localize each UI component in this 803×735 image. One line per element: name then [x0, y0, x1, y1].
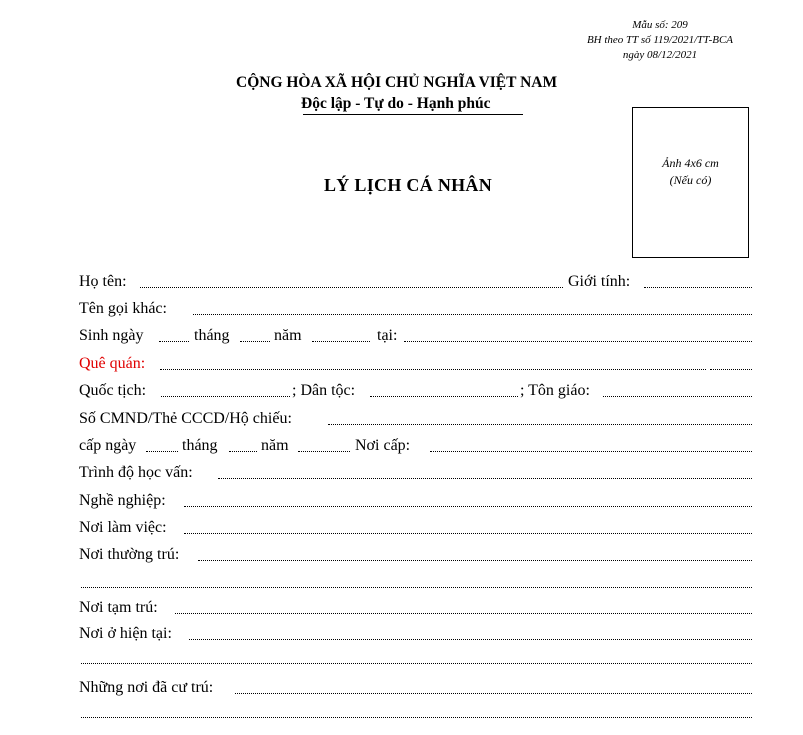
education-field[interactable]: [218, 478, 752, 479]
other-name-field[interactable]: [193, 314, 752, 315]
national-title: CỘNG HÒA XÃ HỘI CHỦ NGHĨA VIỆT NAM: [236, 74, 558, 91]
permanent-residence-field-line2[interactable]: [81, 587, 752, 588]
issue-month-label: tháng: [182, 437, 218, 454]
row-full-name: [0, 272, 803, 296]
row-permanent-residence: [0, 545, 803, 569]
issue-day-label: cấp ngày: [79, 437, 137, 454]
ethnicity-field[interactable]: [370, 396, 518, 397]
temporary-residence-field[interactable]: [175, 613, 752, 614]
nationality-label: Quốc tịch:: [79, 382, 147, 399]
row-occupation: [0, 491, 803, 515]
row-current-residence: [0, 624, 803, 648]
gender-field[interactable]: [644, 287, 752, 288]
form-issued-by: BH theo TT số 119/2021/TT-BCA: [586, 34, 734, 46]
current-residence-field-line2[interactable]: [81, 663, 752, 664]
birth-place-field[interactable]: [404, 341, 752, 342]
photo-placeholder[interactable]: [632, 107, 749, 258]
gender-label: Giới tính:: [568, 273, 631, 290]
issue-month-field[interactable]: [229, 451, 257, 452]
form-number: Mẫu số: 209: [632, 19, 688, 31]
permanent-residence-field[interactable]: [198, 560, 752, 561]
religion-field[interactable]: [603, 396, 752, 397]
birth-year-label: năm: [274, 327, 302, 344]
row-id-issue: [0, 436, 803, 460]
row-education: [0, 463, 803, 487]
temporary-residence-label: Nơi tạm trú:: [79, 599, 158, 616]
row-birth: [0, 326, 803, 350]
occupation-label: Nghề nghiệp:: [79, 492, 166, 509]
nationality-field[interactable]: [161, 396, 290, 397]
past-residences-field[interactable]: [235, 693, 752, 694]
birth-month-label: tháng: [194, 327, 230, 344]
document-title: LÝ LỊCH CÁ NHÂN: [324, 175, 493, 195]
row-hometown: [0, 354, 803, 378]
photo-size-label: Ảnh 4x6 cm: [662, 156, 719, 170]
photo-note: (Nếu có): [669, 173, 712, 187]
id-number-field[interactable]: [328, 424, 752, 425]
current-residence-field[interactable]: [189, 639, 752, 640]
row-workplace: [0, 518, 803, 542]
row-temporary-residence: [0, 598, 803, 622]
full-name-field[interactable]: [140, 287, 563, 288]
birth-year-field[interactable]: [312, 341, 370, 342]
issue-place-label: Nơi cấp:: [355, 437, 411, 454]
ethnicity-label: ; Dân tộc:: [292, 382, 356, 399]
row-other-name: [0, 299, 803, 323]
hometown-label: Quê quán:: [79, 355, 146, 372]
hometown-field-end[interactable]: [710, 369, 752, 370]
workplace-label: Nơi làm việc:: [79, 519, 167, 536]
row-past-residences: [0, 678, 803, 702]
form-reference: [560, 18, 760, 63]
motto: Độc lập - Tự do - Hạnh phúc: [301, 95, 491, 112]
education-label: Trình độ học vấn:: [79, 464, 193, 481]
other-name-label: Tên gọi khác:: [79, 300, 167, 317]
form-issued-date: ngày 08/12/2021: [622, 49, 698, 61]
workplace-field[interactable]: [184, 533, 752, 534]
birth-day-field[interactable]: [159, 341, 189, 342]
motto-underline: [303, 114, 523, 115]
issue-year-label: năm: [261, 437, 289, 454]
birth-month-field[interactable]: [240, 341, 270, 342]
permanent-residence-label: Nơi thường trú:: [79, 546, 180, 563]
issue-place-field[interactable]: [430, 451, 752, 452]
row-id-number: [0, 409, 803, 433]
issue-year-field[interactable]: [298, 451, 350, 452]
past-residences-field-line2[interactable]: [81, 717, 752, 718]
current-residence-label: Nơi ở hiện tại:: [79, 625, 172, 642]
birth-place-label: tại:: [377, 327, 398, 344]
occupation-field[interactable]: [184, 506, 752, 507]
full-name-label: Họ tên:: [79, 273, 127, 290]
religion-label: ; Tôn giáo:: [520, 382, 590, 399]
past-residences-label: Những nơi đã cư trú:: [79, 679, 214, 696]
row-nationality: [0, 381, 803, 405]
id-number-label: Số CMND/Thẻ CCCD/Hộ chiếu:: [79, 410, 292, 427]
birth-day-label: Sinh ngày: [79, 327, 144, 344]
hometown-field[interactable]: [160, 369, 706, 370]
issue-day-field[interactable]: [146, 451, 178, 452]
